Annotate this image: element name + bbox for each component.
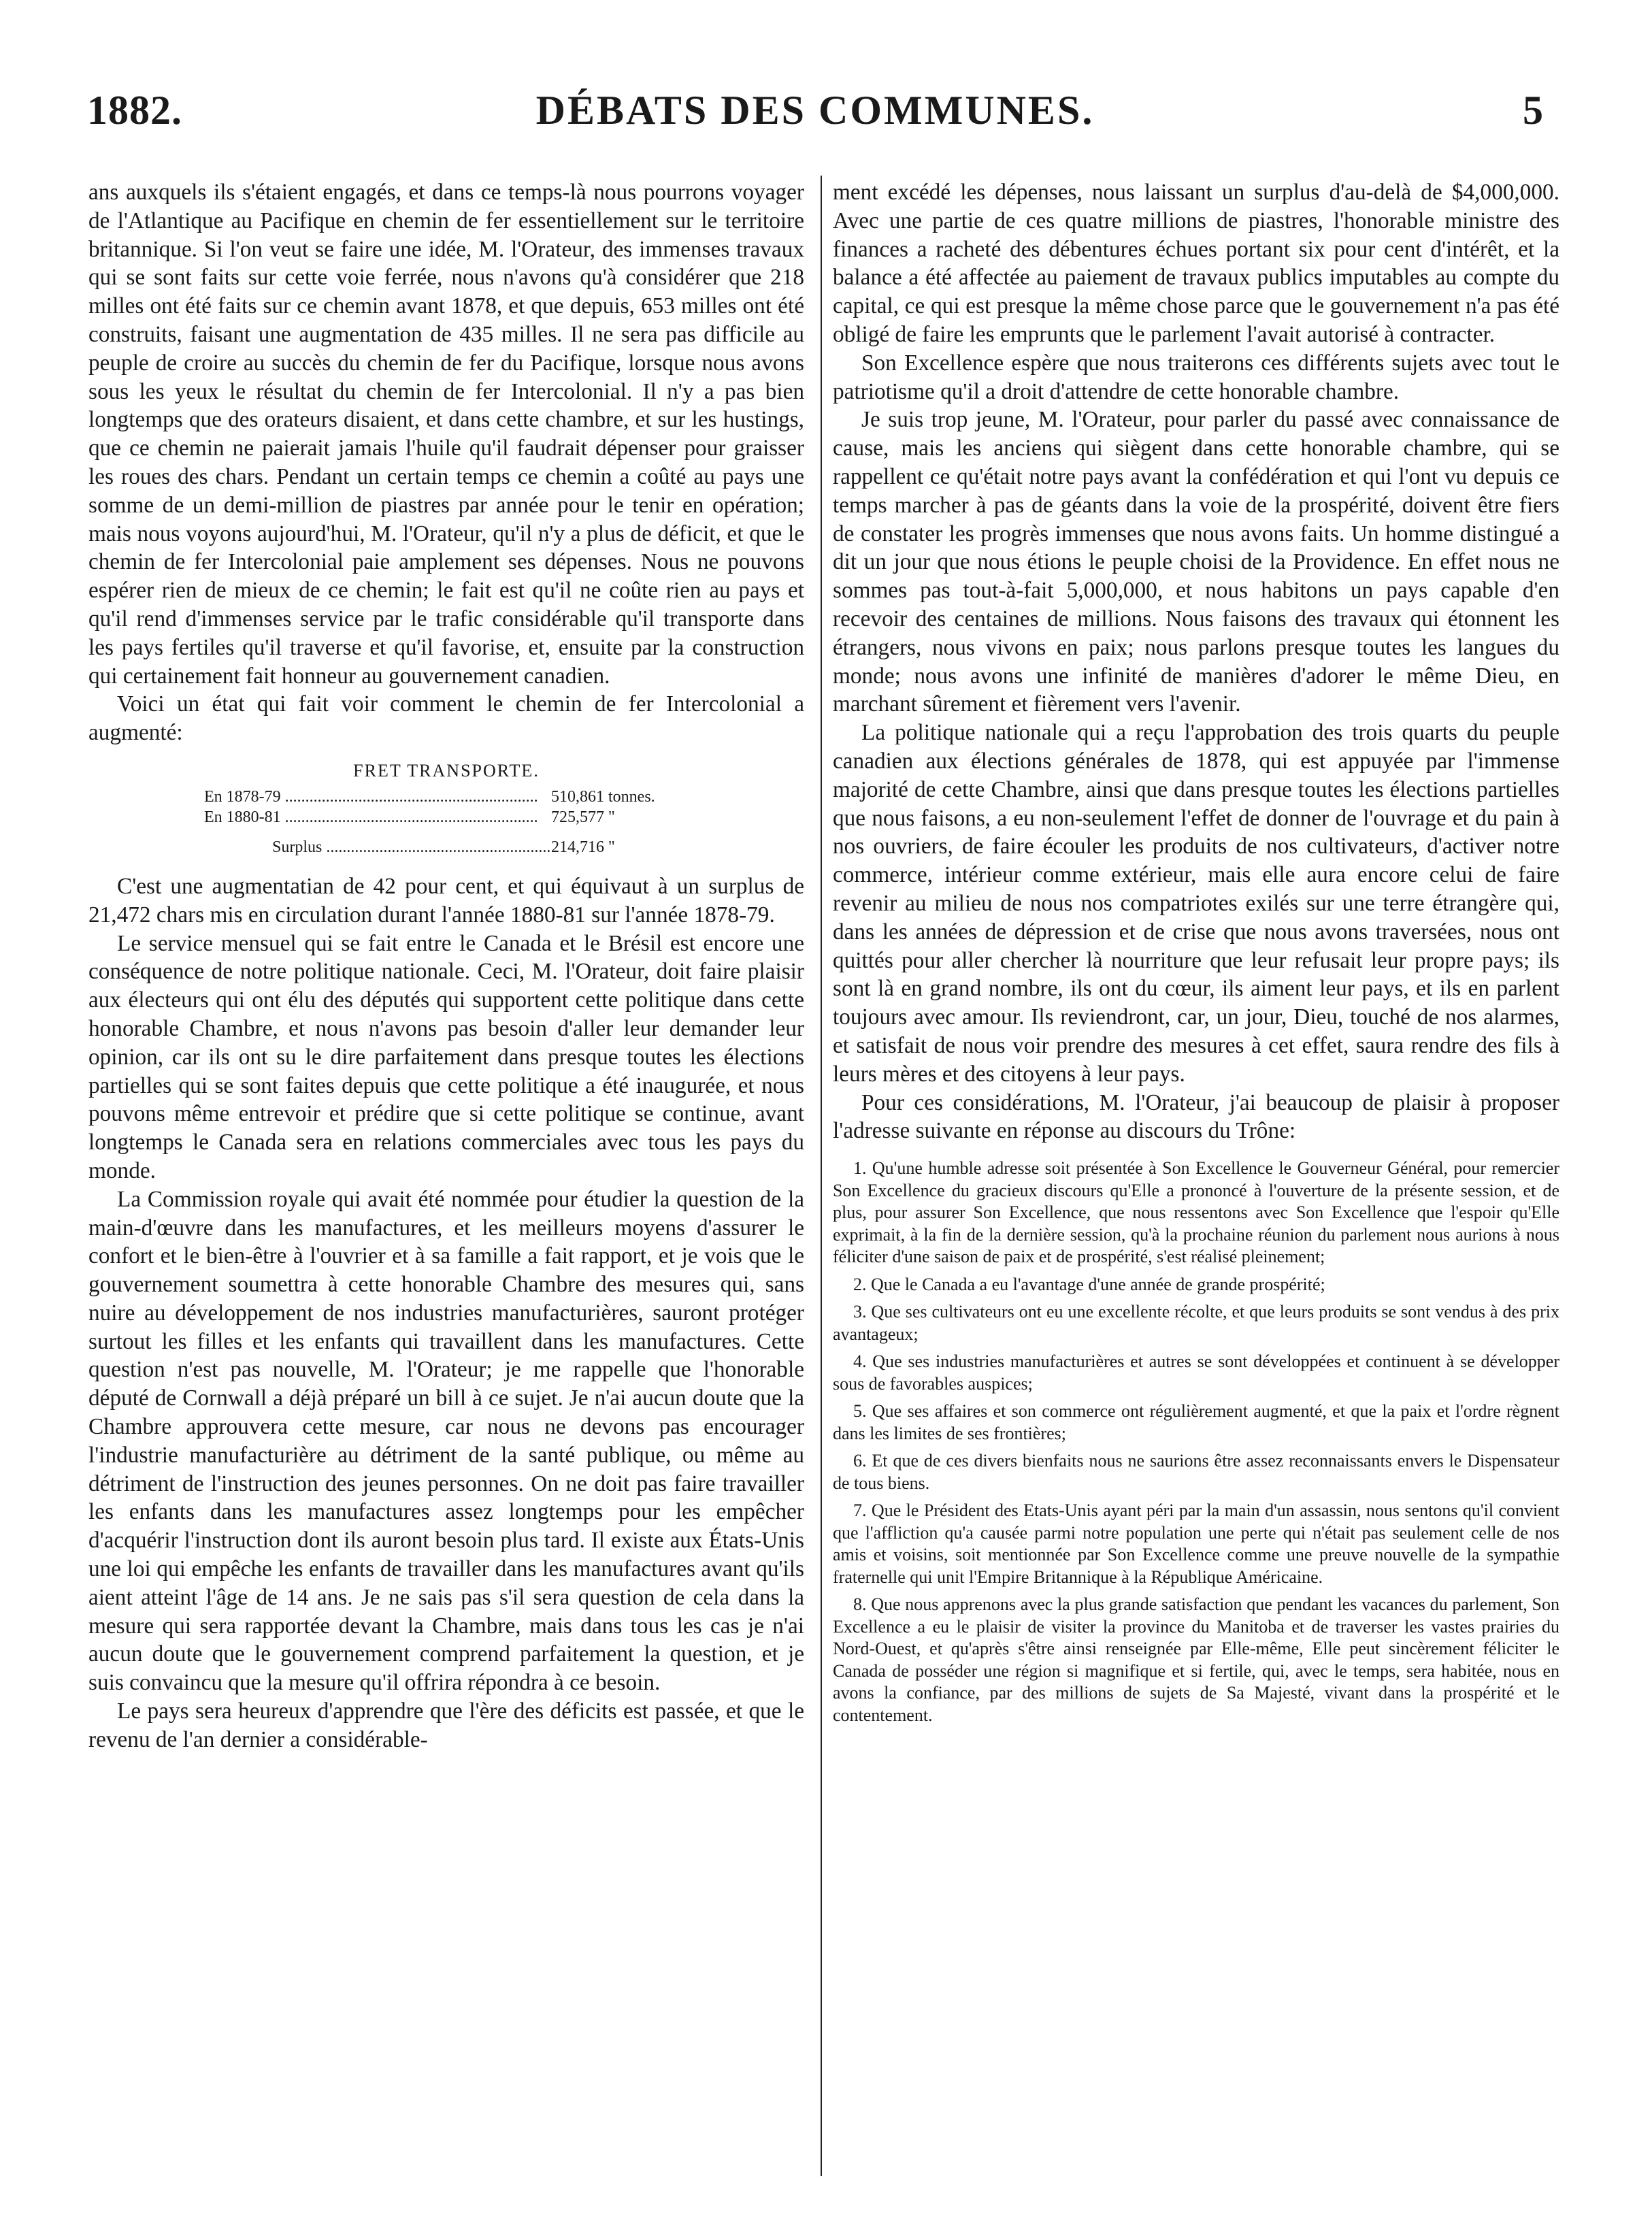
table-total-label: Surplus .....	[272, 837, 551, 857]
paragraph: ment excédé les dépenses, nous laissant un surplus d'au-delà de $4,000,000. Avec une partie de ces quatre millions de piastres, l'honorable ministre des finances a racheté des débentures échues portant six pour cent d'intérêt, et la balance a été affectée au paiement de travaux publics imputables au compte du capital, ce qui est presque la même chose parce que le gouvernement n'a pas été obligé de faire les emprunts que le parlement l'avait autorisé à contracter.	[833, 180, 1559, 347]
address-item: 5. Que ses affaires et son commerce ont régulièrement augmenté, et que la paix et l'ordre règnent dans les limites de ses frontières;	[833, 1401, 1559, 1443]
address-item: 8. Que nous apprenons avec la plus grande satisfaction que pendant les vacances du parlement, Son Excellence a eu le plaisir de visiter la province du Manitoba et de traverser les vastes prairies du Nord-Ouest, et qu'après s'être ainsi renseignée par Elle-même, Elle peut sincèrement féliciter le Canada de posséder une région si magnifique et si fertile, qui, avec le temps, sera habitée, nous en avons la confiance, par des millions de sujets de Sa Majesté, vivant dans la prospérité et le contentement.	[833, 1594, 1559, 1725]
paragraph: Son Excellence espère que nous traiterons ces différents sujets avec tout le patriotisme qu'il a droit d'attendre de cette honorable chambre.	[833, 350, 1559, 404]
table-row-value: 725,577 "	[551, 808, 615, 826]
table-row-label: En 1880-81 .....	[204, 807, 551, 827]
address-item: 4. Que ses industries manufacturières et autres se sont développées et continuent à se développer sous de favorables auspices;	[833, 1351, 1559, 1394]
address-item: 6. Et que de ces divers bienfaits nous ne saurions être assez reconnaissants envers le Dispensateur de tous biens.	[833, 1451, 1559, 1493]
address-items	[833, 1158, 1559, 1726]
table-row-label: En 1878-79 .....	[204, 787, 551, 807]
page-header	[87, 87, 1543, 142]
paragraph: C'est une augmentatian de 42 pour cent, et qui équivaut à un surplus de 21,472 chars mis en circulation durant l'année 1880-81 sur l'année 1878-79.	[88, 873, 804, 928]
paragraph: Pour ces considérations, M. l'Orateur, j'ai beaucoup de plaisir à proposer l'adresse suivante en réponse au discours du Trône:	[833, 1089, 1559, 1144]
paragraph: ans auxquels ils s'étaient engagés, et dans ce temps-là nous pourrons voyager de l'Atlantique au Pacifique en chemin de fer essentiellement sur le territoire britannique. Si l'on veut se faire une idée, M. l'Orateur, des immenses travaux qui se sont faits sur cette voie ferrée, nous n'avons qu'à considérer que 218 milles ont été faits sur ce chemin avant 1878, et que depuis, 653 milles ont été construits, faisant une augmentation de 435 milles. Il ne sera pas difficile au peuple de croire au succès du chemin de fer du Pacifique, lorsque nous avons sous les yeux le résultat du chemin de fer Intercolonial. Il n'y a pas bien longtemps que des orateurs disaient, et dans cette chambre, et sur les hustings, que ce chemin ne paierait jamais l'huile qu'il faudrait dépenser pour graisser les roues des chars. Pendant un certain temps ce chemin a coûté au pays une somme de un demi-million de piastres par année pour le tenir en opération; mais nous voyons aujourd'hui, M. l'Orateur, qu'il n'y a plus de déficit, et que le chemin de fer Intercolonial paie amplement ses dépenses. Nous ne pouvons espérer rien de mieux de ce chemin; le fait est qu'il ne coûte rien au pays et qu'il rend d'immenses service par le trafic considérable qu'il transporte dans les pays fertiles qu'il traverse et qu'il favorise, et, ensuite par la construction qui certainement fait honneur au gouvernement canadien.	[88, 180, 804, 689]
table-row	[204, 787, 721, 807]
table-row-value: 510,861 tonnes.	[551, 787, 655, 806]
header-year: 1882.	[87, 88, 182, 133]
paragraph: La Commission royale qui avait été nommée pour étudier la question de la main-d'œuvre dans les manufactures, et les meilleurs moyens d'assurer le confort et le bien-être à l'ouvrier et à sa famille a fait rapport, et je vois que le gouvernement soumettra à cette honorable Chambre des mesures qui, sans nuire au développement de nos industries manufacturières, sauront protéger surtout les filles et les enfants qui travaillent dans les manufactures. Cette question n'est pas nouvelle, M. l'Orateur; je me rappelle que l'honorable député de Cornwall a déjà préparé un bill à ce sujet. Je n'ai aucun doute que la Chambre approuvera cette mesure, car nous ne devons pas encourager l'industrie manufacturière au détriment de la santé publique, ou même au détriment de l'instruction des jeunes personnes. On ne doit pas faire travailler les enfants dans les manufactures assez longtemps pour les empêcher d'acquérir l'instruction dont ils auront besoin plus tard. Il existe aux États-Unis une loi qui empêche les enfants de travailler dans les manufactures avant qu'ils aient atteint l'âge de 14 ans. Je ne sais pas s'il sera question de cela dans la mesure qui sera rapportée devant la Chambre, mais dans tous les cas je n'ai aucun doute que le gouvernement comprend parfaitement la question, et je suis convaincu que la mesure qu'il offrira répondra à ce besoin.	[88, 1186, 804, 1696]
paragraph: Je suis trop jeune, M. l'Orateur, pour parler du passé avec connaissance de cause, mais les anciens qui siègent dans cette honorable chambre, qui se rappellent ce qu'était notre pays avant la confédération et qui l'ont vu depuis ce temps marcher à pas de géants dans la voie de la prospérité, doivent être fiers de constater les progrès immenses que nous avons faits. Un homme distingué a dit un jour que nous étions le peuple choisi de la Providence. En effet nous ne sommes pas tout-à-fait 5,000,000, et nous habitons un pays capable d'en recevoir des centaines de millions. Nous faisons des travaux qui étonnent les étrangers, nous vivons en paix; nous parlons presque toutes les langues du monde; nous avons une infinité de manières d'adorer le même Dieu, en marchant sûrement et fièrement vers l'avenir.	[833, 407, 1559, 717]
page-number: 5	[1523, 88, 1543, 133]
header-title: DÉBATS DES COMMUNES.	[535, 88, 1095, 133]
address-item: 3. Que ses cultivateurs ont eu une excellente récolte, et que leurs produits se sont vendus à des prix avantageux;	[833, 1302, 1559, 1344]
table-heading: FRET TRANSPORTE.	[353, 760, 540, 781]
table-total-row	[272, 837, 721, 857]
address-item: 1. Qu'une humble adresse soit présentée à Son Excellence le Gouverneur Général, pour remercier Son Excellence du gracieux discours qu'Elle a prononcé à l'ouverture de la présente session, et de plus, pour assurer Son Excellence, que nous ressentons avec Son Excellence que l'espoir qu'Elle exprimait, à la fin de la dernière session, qu'à la prochaine réunion du parlement nous aurions à nous féliciter d'une saison de paix et de prospérité, s'est réalisé pleinement;	[833, 1158, 1559, 1267]
table-row	[204, 807, 721, 827]
table-total-value: 214,716 "	[551, 838, 615, 856]
freight-table	[88, 761, 804, 857]
paragraph: Voici un état qui fait voir comment le chemin de fer Intercolonial a augmenté:	[88, 691, 804, 746]
left-column	[88, 178, 804, 1754]
address-item: 2. Que le Canada a eu l'avantage d'une année de grande prospérité;	[853, 1274, 1325, 1294]
right-column	[833, 178, 1559, 1732]
address-item: 7. Que le Président des Etats-Unis ayant péri par la main d'un assassin, nous sentons qu'il convient que l'affliction qu'a causée parmi notre population une perte qui n'était pas seulement celle de nos amis et voisins, soit mentionnée par Son Excellence comme une preuve nouvelle de la sympathie fraternelle qui unit l'Empire Britannique à la République Américaine.	[833, 1500, 1559, 1587]
paragraph: La politique nationale qui a reçu l'approbation des trois quarts du peuple canadien aux élections générales de 1878, qui est appuyée par l'immense majorité de cette Chambre, ainsi que dans presque toutes les élections partielles que nous faisons, a eu non-seulement l'effet de donner de l'ouvrage et du pain à nos ouvriers, de faire écouler les produits de nos cultivateurs, d'activer notre commerce, intérieur comme extérieur, mais elle aura encore celui de faire revenir au milieu de nous nos compatriotes exilés sur une terre étrangère qui, dans les années de dépression et de crise que nous avons traversées, nous ont quittés pour aller chercher là nourriture que leur refusait leur propre pays; ils sont là en grand nombre, ils ont du cœur, ils aiment leur pays, et ils en parlent toujours avec amour. Ils reviendront, car, un jour, Dieu, touché de nos alarmes, et satisfait de nous voir prendre des mesures à cet effet, saura rendre des fils à leurs mères et des citoyens à leur pays.	[833, 720, 1559, 1087]
paragraph: Le pays sera heureux d'apprendre que l'ère des déficits est passée, et que le revenu de l'an dernier a considérable-	[88, 1698, 804, 1752]
column-divider	[821, 176, 822, 2176]
paragraph: Le service mensuel qui se fait entre le Canada et le Brésil est encore une conséquence de notre politique nationale. Ceci, M. l'Orateur, doit faire plaisir aux électeurs qui ont élu des députés qui supportent cette politique dans cette honorable Chambre, et nous n'avons pas besoin d'aller leur demander leur opinion, car ils ont su le dire parfaitement dans presque toutes les élections partielles qui se sont faites depuis que cette politique a été inaugurée, et nous pouvons même entrevoir et prédire que si cette politique se continue, avant longtemps le Canada sera en relations commerciales avec tous les pays du monde.	[88, 930, 804, 1183]
